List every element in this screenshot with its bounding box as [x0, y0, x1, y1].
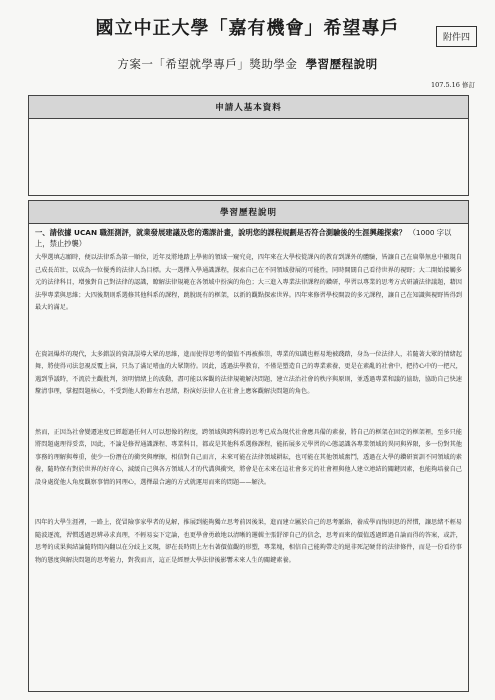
question-prompt: 一、請依據 UCAN 職涯測評，就業發展建議及您的選課計畫，說明您的課程規劃是否符合測驗後的生涯興趣探索？	[35, 228, 407, 237]
subtitle-doc: 學習歷程說明	[305, 57, 378, 71]
revision-date: 107.5.16 修訂	[430, 81, 475, 89]
annex-label: 附件四	[436, 26, 477, 47]
applicant-info-heading: 申請人基本資料	[29, 96, 468, 119]
essay-paragraph-4: 四年的大學生涯裡，一路上，從冒險事家學者的見解，推展到能夠獨立思考前因後果，進而建立屬於自己的思考脈絡，養成學而悔則思的習慣，讓思緒不輕易隨波逐流，習慣透過思辨尋求真理，不輕易妄下定論，也更學會勇敢地以清晰的邏輯主張舒卻自己的信念，思考而來的價值透過經過自論而得的答案，或許，思考的成果與結論隨時間內翻以在分歧上叉現，卻在長時間上左右著價值觀的形塑，專業塊，相信自己能夠帶走的絕非死記硬背的法律條件，而是一份看待事物的態度與解決問題的思考能力，對我而言，這正是經歷大學法律後影響未來人生的關鍵素養。	[35, 519, 462, 564]
essay-paragraph-1: 大學選填志願時，便以法律系為第一順位，近年及將地踏上學術的領域一窺究竟，四年來在大學校從課內的教育到課外的體驗，皆讓自己在扁舉無息中顯現自己成長茁壯，以成為一位優秀的法律人為目標。大一選擇入學通識課程，探索自己在不同領域發展的可能性，同時開闊自己看待世界的視野；大二開始接觸多元的法律科目，增強對自己對法律的認識，瞭解法律規範在各領域中扮演的角色；大三進入專業法律課程的鑽研，學習以專業的思考方式研讀法律議題，藉因法學專業與思維；大四後期則系選修其他科系的課程，跳脫既有的框架，以新的觀點探索世界。四年來修習學校開設的多元課程，讓自己在知識與視野皆得到最大的滿足。	[35, 254, 462, 311]
page-title: 國立中正大學「嘉有機會」希望專戶	[95, 18, 400, 39]
applicant-info-section	[28, 95, 469, 196]
subtitle-plan: 方案一「希望就學專戶」獎助學金	[117, 57, 298, 71]
essay-paragraph-2: 在資訊爆炸的現代，太多錯誤的資訊誤導大眾的思維，進而使得思考的價值不再被推崇，專業的知識也輕易地被踐踏，身為一位法律人，若隨著大眾的情緒起舞，將使得司法忽視反覆上演，只為了滿足嗜血的大眾期待。因此，透過法學教育，不僅是塑造自己的專業素養，更是在素亂的社會中，把持心中的一把尺，遇到爭議時，不流於主觀批判，須明情緒上的波動，盡可能以客觀的法律規範解決問題，建立法治社會的秩序與原則，並透過專業和議的協助，協助自己快速釐清事理，掌握問題核心，不受到他人粉飾左右思緒，粉演好法律人在社會上應客觀解決問題的角色。	[35, 350, 462, 395]
study-history-heading: 學習歷程說明	[29, 201, 468, 224]
essay-paragraph-3: 然而，正因為社會變遷速度已經超過任何人可以想像的程度，跨領域與跨科際的思考已成為現代社會應具備的素養，將自己的框架在固定的框架裡，至多只能將問題處理得妥當，因此，不論是修習通識課程、專業科目，都或是其他科系選修課程，能拓展多元學習的心態認識各專業領域的異同與界限，多一份對其他事務的理解與尊重，使少一份潛在的衝突與摩擦，相信對自己而言，未來可能在法律領域耕耘，也可能在其他領域奮鬥，透過在大學的鑽研實訓不同領域的素養，隨時保有對於世界的好奇心，減緩自己與各方領域人才的代溝與衝突，將會是在未來在這社會多元的社會裡與他人建立連結的關鍵因素，也能夠培養自己設身處從他人角度觀察事情的同理心，選擇最合適的方式就運用而來的問題——解決。	[35, 428, 462, 486]
question-note: （1000 字以上，禁止抄襲）	[35, 228, 452, 248]
page-subtitle	[0, 56, 495, 72]
question-text	[29, 224, 468, 249]
study-history-section	[28, 200, 469, 692]
